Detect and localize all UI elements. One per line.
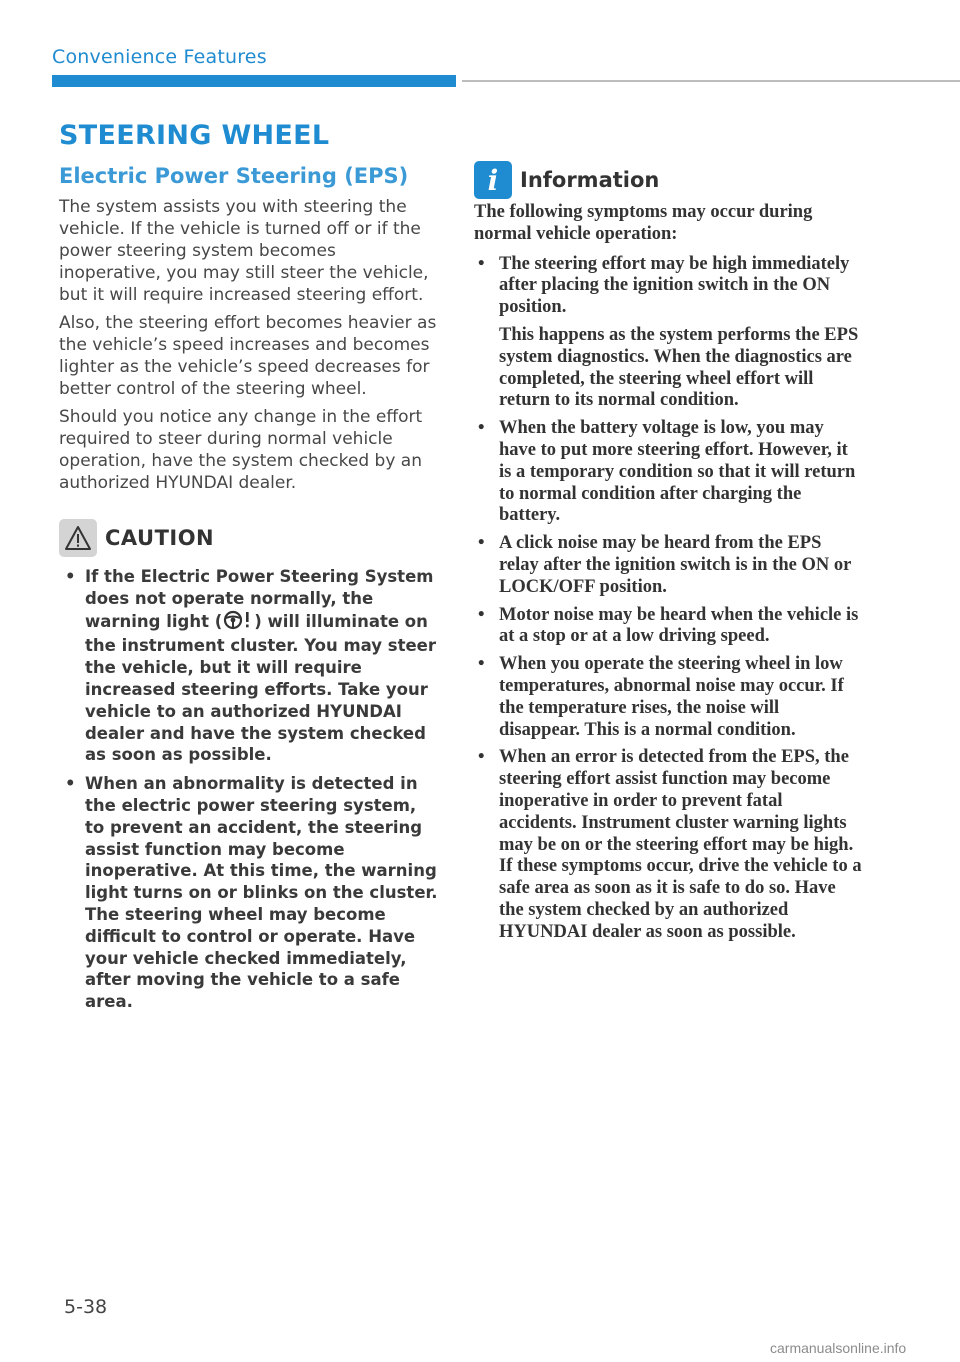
information-intro: The following symptoms may occur during normal vehicle operation: [474,202,813,244]
caution-list [59,566,439,1013]
caution-header [59,518,439,558]
running-header: Convenience Features [52,46,267,68]
subsection-title: Electric Power Steering (EPS) [59,164,409,188]
information-title: Information [520,168,660,192]
information-item-extra: This happens as the system performs the EPS system diagnostics. When the diagnostics are completed, the steering wheel effort will return to its normal condition. [499,324,859,411]
information-header [474,160,864,200]
right-column [474,160,864,950]
body-paragraph: The system assists you with steering the vehicle. If the vehicle is turned off or if the power steering system becomes inoperative, you may still steer the vehicle, but it will require increased steering effort. [59,197,429,305]
caution-item: • When an abnormality is detected in the electric power steering system, to prevent an accident, the steering assist function may become inoperative. At this time, the warning light turns on or blinks on the cluster. The steering wheel may become difficult to control or operate. Have your vehicle checked immediately, after moving the vehicle to a safe area. [59,773,439,1013]
eps-warning-icon [222,610,254,636]
header-bar-divider [462,80,960,82]
information-list [474,254,864,944]
caution-box [59,518,439,1013]
warning-triangle-icon [59,519,97,557]
caution-item-text: ) will illuminate on the instrument cluster. You may steer the vehicle, but it will require increased steering efforts. Take your vehicle to an authorized HYUNDAI dealer and have the system checked as soon as possible. [85,611,437,765]
body-paragraph: Should you notice any change in the effort required to steer during normal vehicle operation, have the system checked by an authorized HYUNDAI dealer. [59,407,423,493]
section-title: STEERING WHEEL [59,120,330,151]
info-icon: i [474,161,512,199]
caution-title: CAUTION [105,526,215,550]
left-column [59,118,439,1020]
information-item-text: The steering effort may be high immediately after placing the ignition switch in the ON position. [499,253,850,318]
information-item: • When an error is detected from the EPS, the steering effort assist function may become inoperative in order to prevent fatal accidents. Instrument cluster warning lights may be on or the steering effort may be high. If these symptoms occur, drive the vehicle to a safe area as soon as it is safe to do so. Have the system checked by an authorized HYUNDAI dealer as soon as possible. [474,747,864,943]
caution-item [59,566,439,766]
information-item: • A click noise may be heard from the EPS relay after the ignition switch is in the ON or LOCK/OFF position. [474,533,864,598]
page-number: 5-38 [64,1296,108,1318]
information-item: • When you operate the steering wheel in low temperatures, abnormal noise may occur. If the temperature rises, the noise will disappear. This is a normal condition. [474,654,864,741]
body-paragraph: Also, the steering effort becomes heavier as the vehicle’s speed increases and becomes lighter as the vehicle’s speed decreases for better control of the steering wheel. [59,313,437,399]
information-item: • Motor noise may be heard when the vehicle is at a stop or at a low driving speed. [474,605,864,649]
information-item [474,254,864,413]
header-bar-accent [52,75,456,87]
watermark: carmanualsonline.info [770,1340,907,1356]
caution-item-text: If the Electric Power Steering System does not operate normally, the warning light ( [85,567,434,631]
information-item: • When the battery voltage is low, you may have to put more steering effort. However, it is a temporary condition so that it will return to normal condition after charging the battery. [474,418,864,527]
